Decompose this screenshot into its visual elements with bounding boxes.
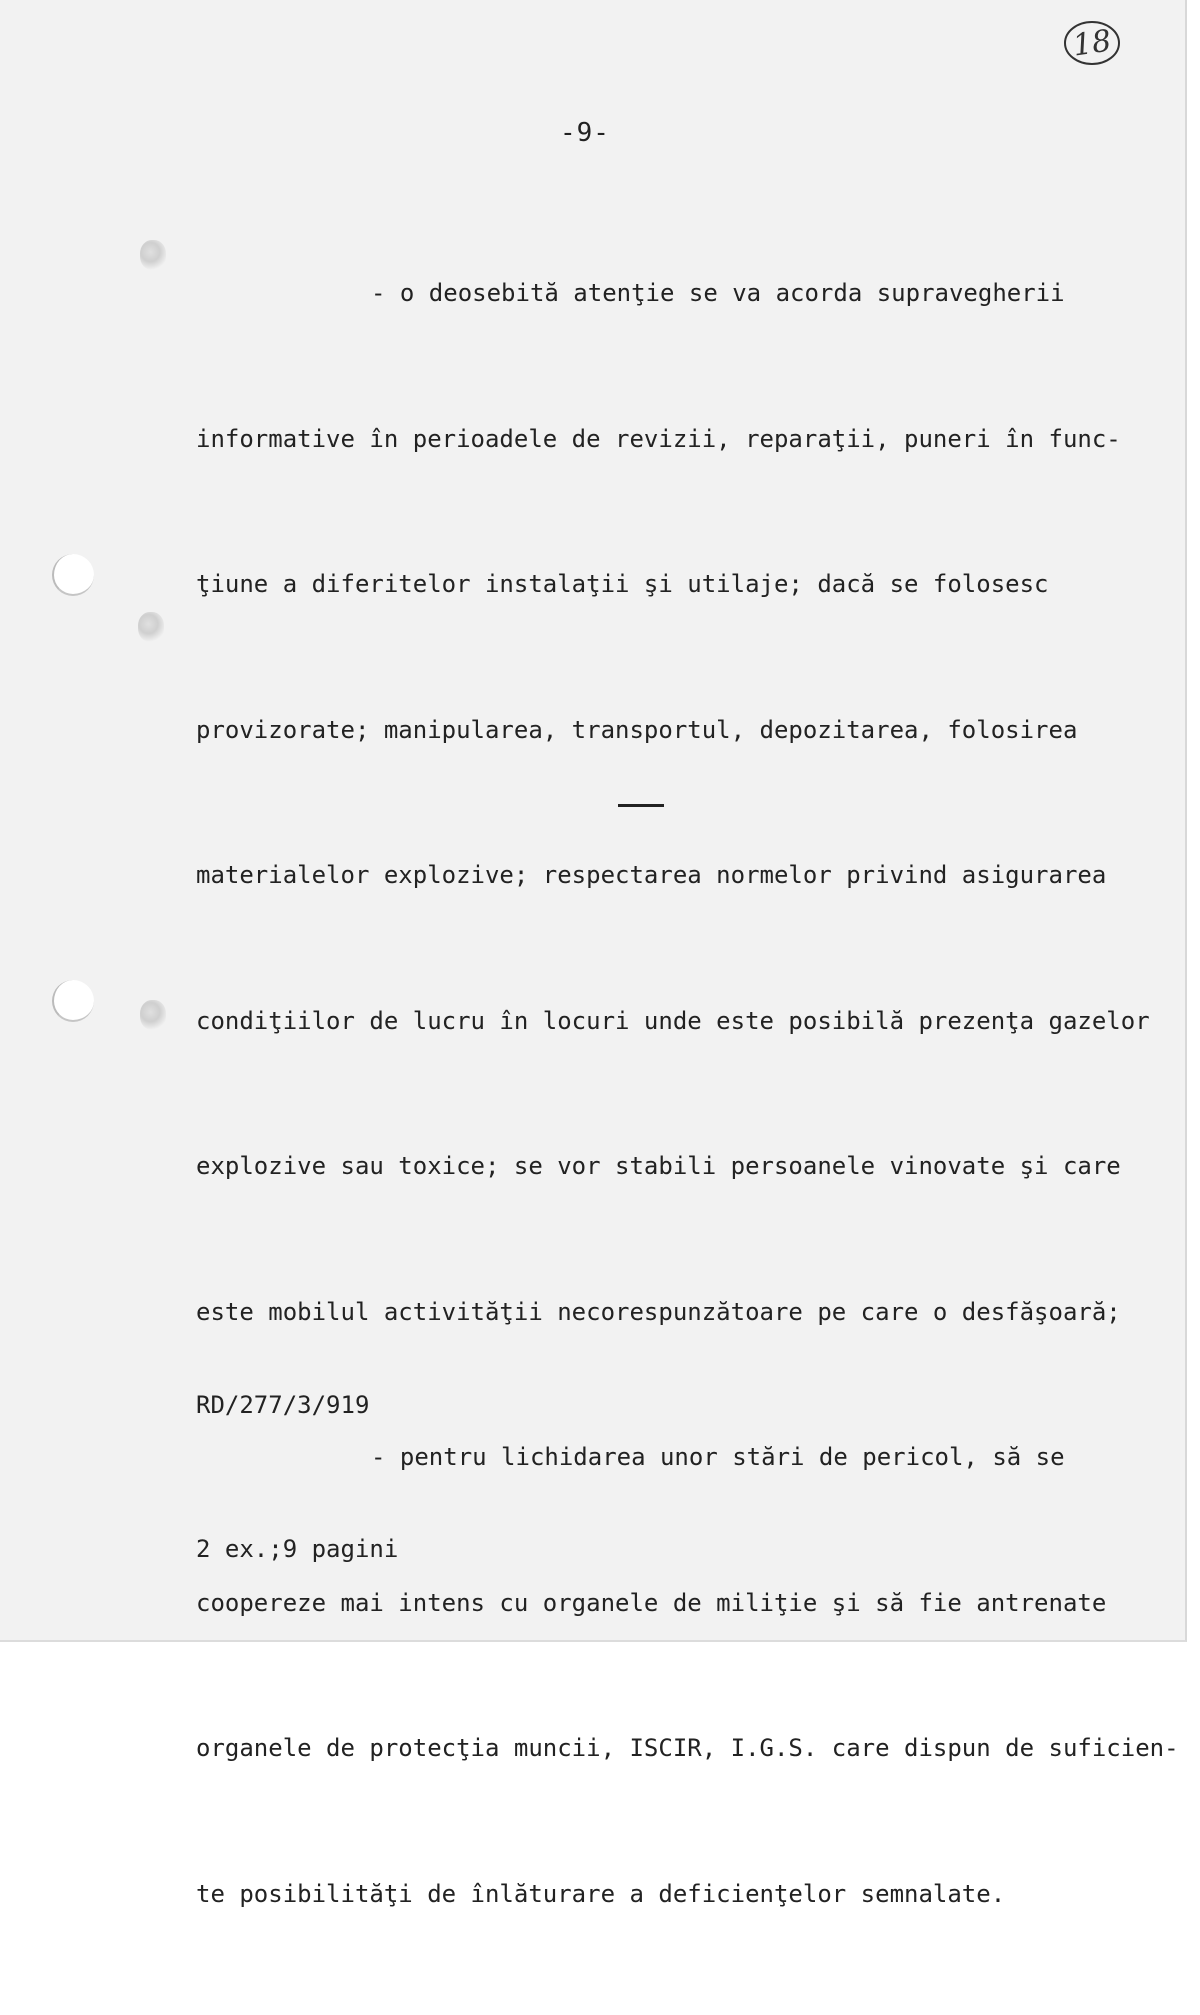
- text-line: materialelor explozive; respectarea normelor privind asigurarea: [196, 861, 1107, 889]
- paper-smudge: [138, 612, 164, 642]
- text-line: este mobilul activităţii necorespunzătoare pe care o desfăşoară;: [196, 1297, 1121, 1326]
- body-text: [196, 172, 1179, 2015]
- text-line: explozive sau toxice; se vor stabili persoanele vinovate şi care: [196, 1152, 1121, 1180]
- text-line: coopereze mai intens cu organele de miliţie şi să fie antrenate: [196, 1588, 1107, 1617]
- punch-hole: [52, 980, 94, 1022]
- end-rule: [618, 804, 664, 807]
- text-line: - pentru lichidarea unor stări de pericol, să se: [371, 1443, 1065, 1471]
- folio-stamp: [1062, 18, 1122, 68]
- paper-smudge: [140, 1000, 166, 1030]
- copies-note: 2 ex.;9 pagini: [196, 1535, 399, 1563]
- text-line: - o deosebită atenţie se va acorda supravegherii: [371, 279, 1065, 307]
- text-line: provizorate; manipularea, transportul, depozitarea, folosirea: [196, 715, 1078, 744]
- text-line: condiţiilor de lucru în locuri unde este posibilă prezenţa gazelor: [196, 1006, 1150, 1035]
- paper-smudge: [140, 240, 166, 270]
- reference-code: RD/277/3/919: [196, 1391, 370, 1419]
- text-line: informative în perioadele de revizii, reparaţii, puneri în func-: [196, 424, 1121, 453]
- text-line: ţiune a diferitelor instalaţii şi utilaje; dacă se folosesc: [196, 570, 1049, 598]
- folio-number: 18: [1070, 23, 1114, 63]
- text-line: te posibilităţi de înlăturare a deficienţelor semnalate.: [196, 1879, 1006, 1908]
- punch-hole: [52, 554, 94, 596]
- text-line: organele de protecţia muncii, ISCIR, I.G.S. care dispun de suficien-: [196, 1734, 1179, 1762]
- page-number: -9-: [560, 118, 610, 148]
- reference-block: [196, 1285, 398, 1669]
